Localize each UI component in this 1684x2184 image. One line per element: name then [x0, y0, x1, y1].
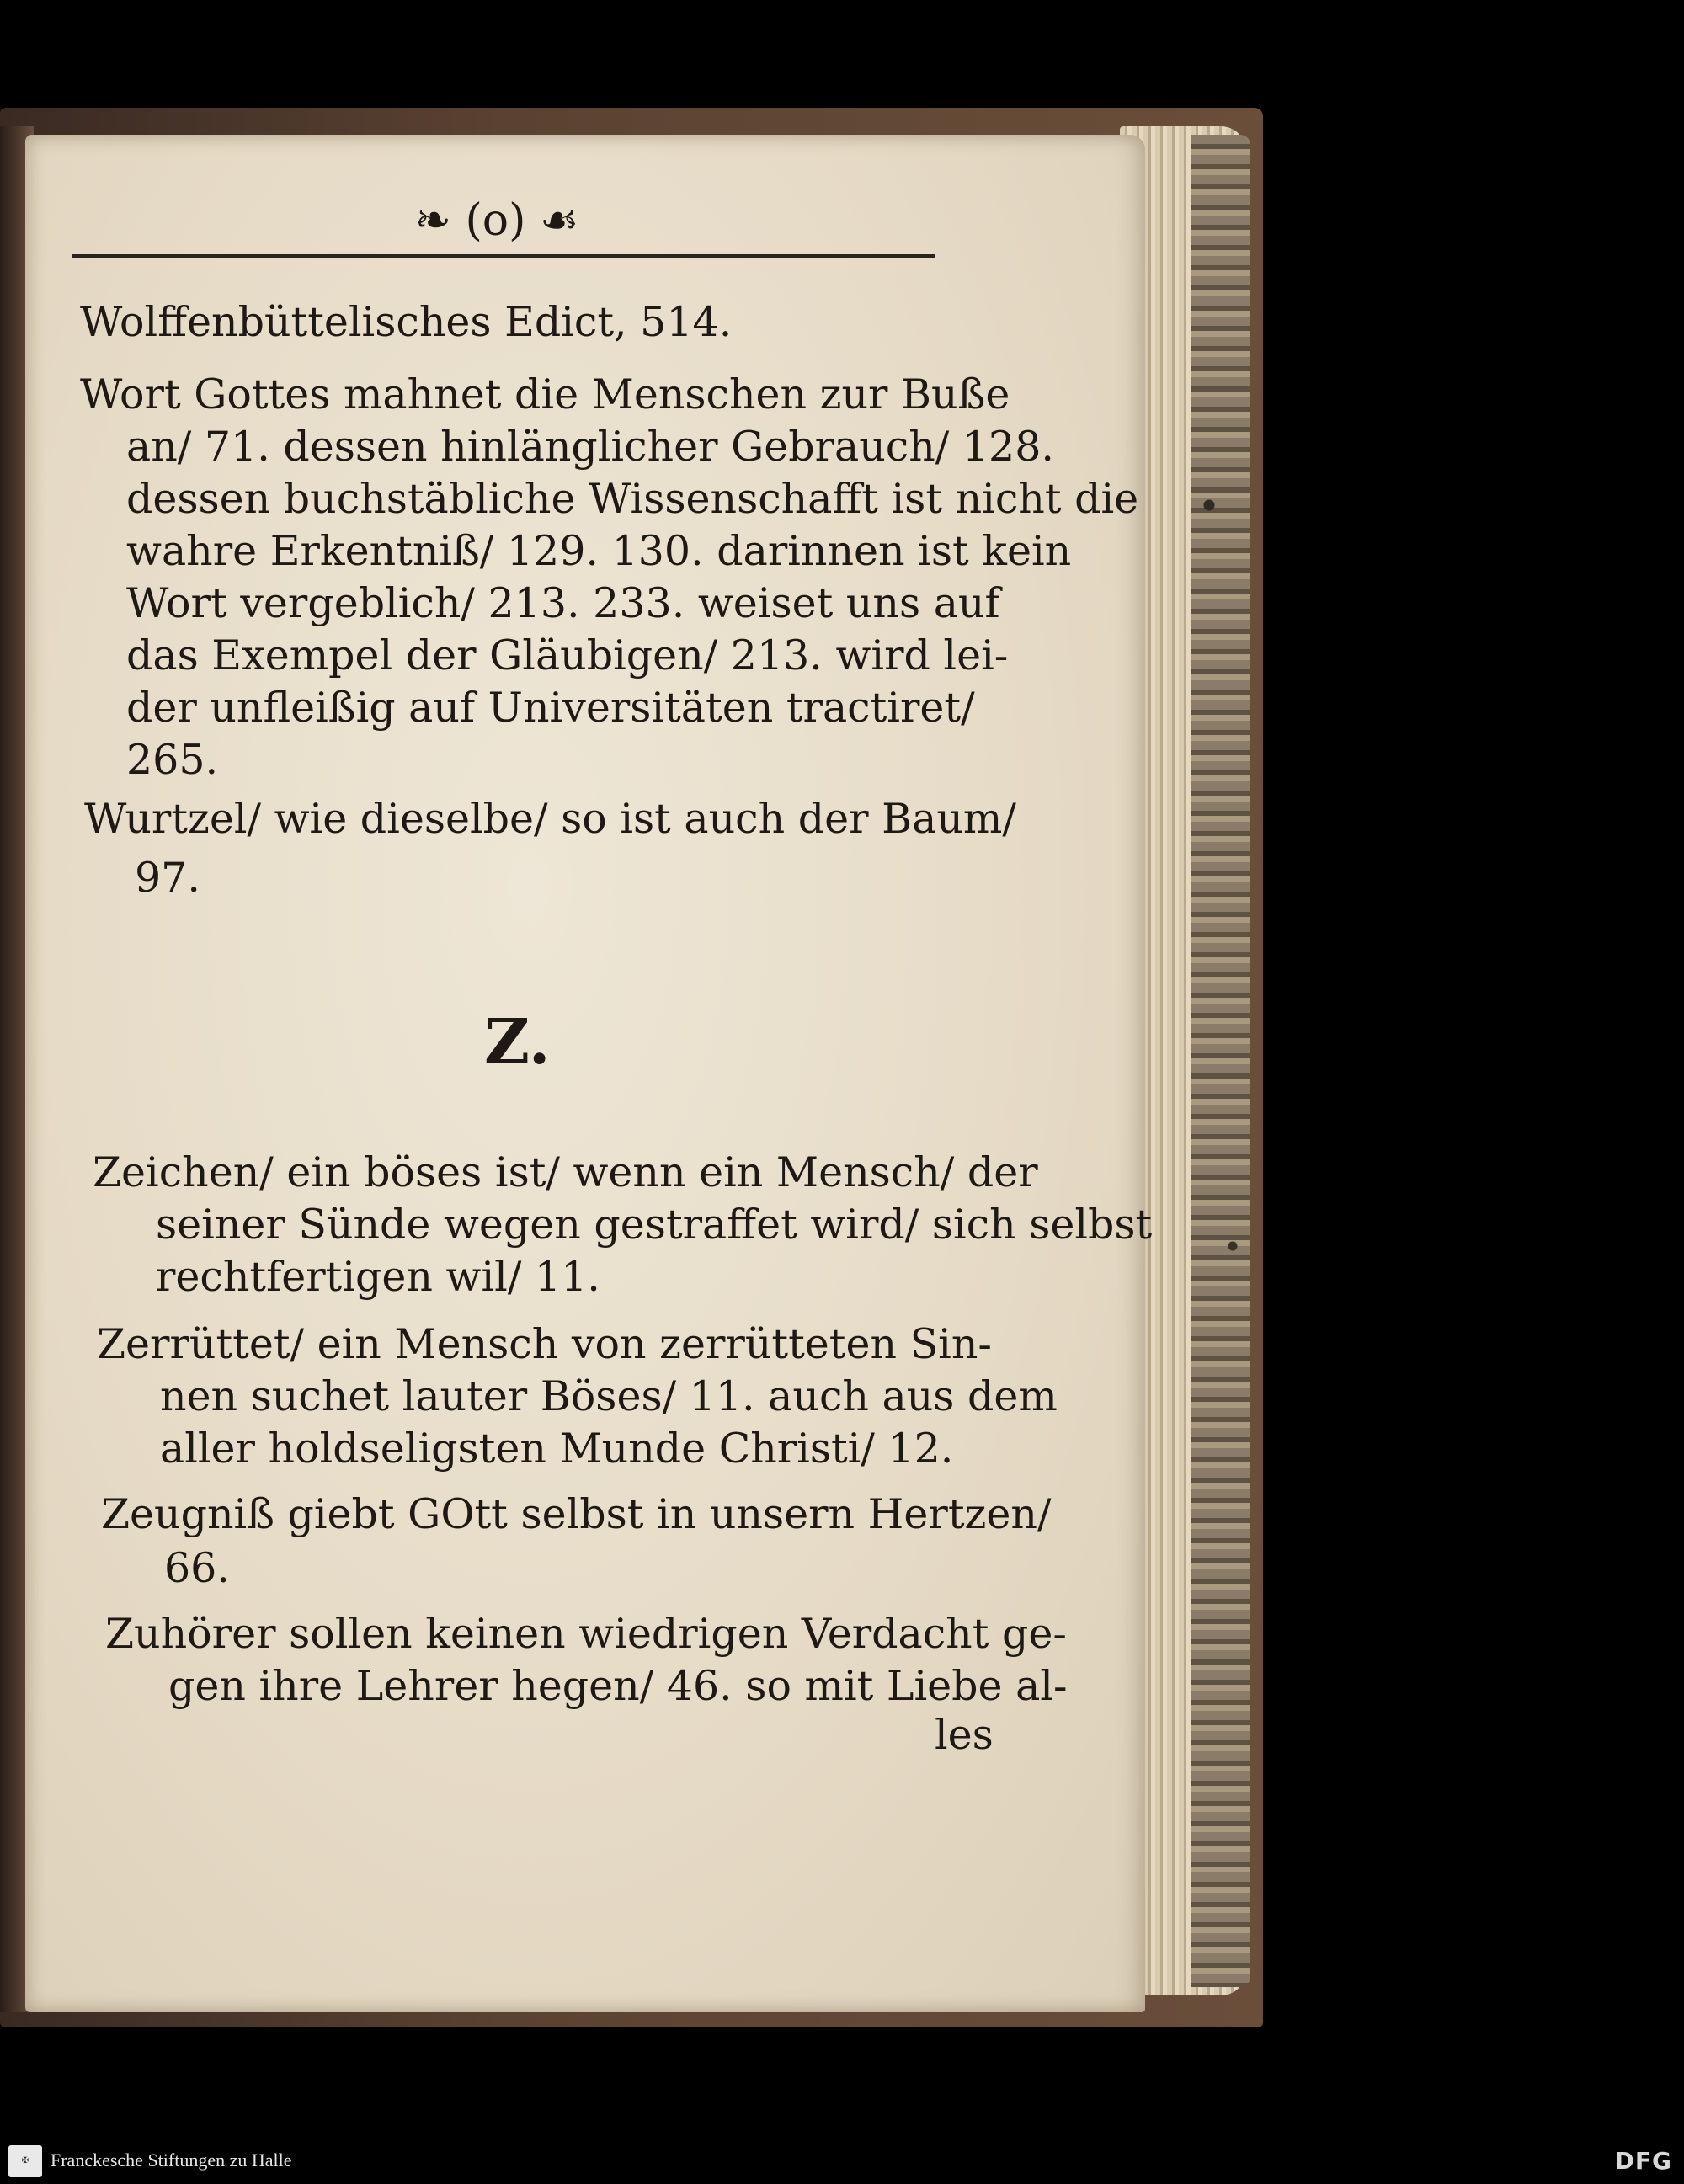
dfg-logo: DFG [1614, 2147, 1672, 2175]
index-entry-lead: Zuhörer sollen keinen wiedrigen Verdacht ge- [105, 1610, 1067, 1658]
index-line: 97. [135, 854, 200, 902]
index-line: Wolffenbüttelisches Edict, 514. [80, 298, 733, 346]
index-entry-lead: Zeugniß giebt GOtt selbst in unsern Hertzen/ [101, 1490, 1052, 1538]
catchword: les [935, 1711, 994, 1759]
index-entry-lead: Zeichen/ ein böses ist/ wenn ein Mensch/ der [93, 1148, 1038, 1196]
viewer-footer [0, 2139, 1684, 2184]
header-rule [72, 254, 935, 258]
index-line: der unfleißig auf Universitäten tractiret/ [126, 684, 975, 732]
index-line: rechtfertigen wil/ 11. [156, 1253, 600, 1301]
index-line: an/ 71. dessen hinlänglicher Gebrauch/ 128. [126, 423, 1054, 471]
index-entry-lead: Wort Gottes mahnet die Menschen zur Buße [80, 370, 1010, 418]
index-line: seiner Sünde wegen gestraffet wird/ sich selbst [156, 1201, 1153, 1249]
index-line: das Exempel der Gläubigen/ 213. wird lei- [126, 631, 1009, 679]
index-line: 66. [164, 1544, 230, 1592]
institution-logo: ✠ [8, 2145, 42, 2177]
index-line: aller holdseligsten Munde Christi/ 12. [160, 1425, 954, 1473]
index-line: 265. [126, 736, 219, 784]
section-letter: Z. [484, 1006, 551, 1079]
index-line: nen suchet lauter Böses/ 11. auch aus dem [160, 1372, 1058, 1420]
index-line: gen ihre Lehrer hegen/ 46. so mit Liebe al- [168, 1662, 1068, 1710]
index-entry-lead: Zerrüttet/ ein Mensch von zerrütteten Sin- [97, 1320, 992, 1368]
page-header-ornament: ❧ (o) ☙ [414, 195, 579, 246]
index-line: Wort vergeblich/ 213. 233. weiset uns auf [126, 579, 1000, 627]
institution-name: Franckesche Stiftungen zu Halle [51, 2149, 292, 2171]
mottled-cover-edge [1191, 135, 1250, 1987]
index-entry-lead: Wurtzel/ wie dieselbe/ so ist auch der Baum/ [84, 795, 1016, 843]
index-line: wahre Erkentniß/ 129. 130. darinnen ist kein [126, 527, 1072, 575]
index-line: dessen buchstäbliche Wissenschafft ist nicht die [126, 475, 1139, 523]
